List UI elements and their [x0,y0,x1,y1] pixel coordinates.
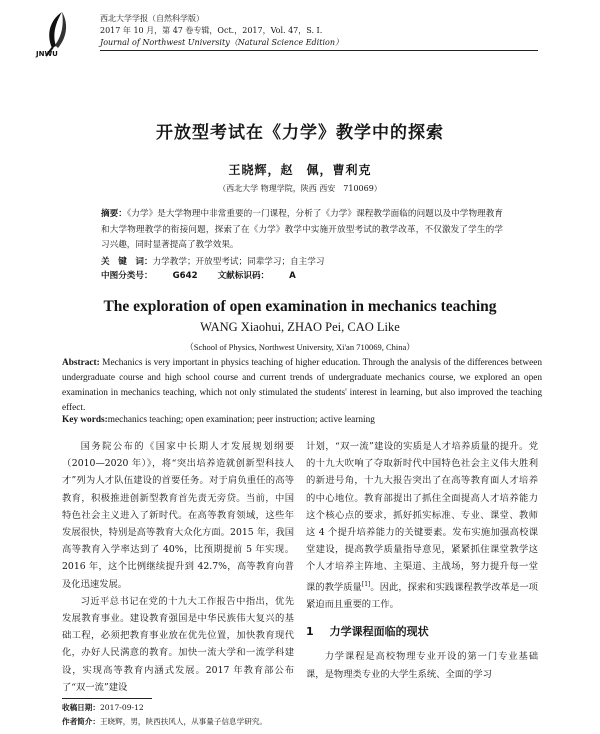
abstract-en [62,356,542,416]
journal-name-en: Journal of Northwest University（Natural Science Edition） [100,38,343,47]
citation-ref: [1] [361,580,371,588]
journal-logo [32,10,92,60]
body-text: 计划，“双一流”建设的实质是人才培养质量的提升。党的十九大吹响了夺取新时代中国特色社会主义伟大胜利的新进号角，十九大报告突出了在高等教育面人才培养的中心地位。教育部提出了抓住全面提高人才培养能力这个核心点的要求，抓好抓实标准、专业、课堂、教师这 4 个提升培养能力的关键要素。发布实施加强高校课堂建设，提高教学质量指导意见，紧紧抓住课堂教学这个人才培养主阵地、主渠道、主战场，努力提升每一堂课的教学质量 [306,441,538,593]
body-text: 。因此，探索和实践课程教学改革是一项紧迫而且重要的工作。 [306,581,538,610]
body-paragraph: 国务院公布的《国家中长期人才发展规划纲要（2010—2020 年）》，将“突出培养造就创新型科技人才”列为人才队伍建设的首要任务。对于肩负重任的高等教育，积极推进创新型教育首先责无旁贷。当前，中国特色社会主义进入了新时代。在高等教育领域，这些年发展很快，特别是高等教育大众化方面。2015 年，我国高等教育入学率达到了 40%，比预期提前 5 年实现。2016 年，这个比例继续提升到 42.7%，高等教育向普及化迅速发展。 [62,441,294,590]
footnote-rule [62,698,152,699]
keywords-en [62,413,542,427]
keywords-cn-label: 关 键 词： [101,257,153,267]
abstract-en-text: Mechanics is very important in physics teaching of higher education. Through the analysis of the differences between undergraduate course and high school course and current trends of undergraduate mechanics course, we explored an open examination in mechanics teaching, which not only stimulated the students' interest in learning, but also improved the teaching effect. [62,358,542,413]
body-column-left [62,438,294,696]
keywords-en-label: Key words: [62,415,108,425]
doc-code-field [218,271,296,281]
keywords-en-text: mechanics teaching; open examination; peer instruction; active learning [107,415,375,425]
doc-code-value: A [289,271,296,281]
classification-line [101,269,503,283]
affiliation-en: （School of Physics, Northwest University, Xi'an 710069, China） [185,342,415,352]
journal-name-cn: 西北大学学报（自然科学版） [100,14,204,23]
body-paragraph: 力学课程是高校物理专业开设的第一门专业基础课，是物理类专业的大学生系统、全面的学习 [306,651,538,680]
received-date: 2017-09-12 [99,703,144,712]
clc-field [101,271,198,281]
abstract-cn-text: 《力学》是大学物理中非常重要的一门课程，分析了《力学》课程教学面临的问题以及中学物理教育和大学物理教学的衔接问题，探索了在《力学》教学中实施开放型考试的教学改革，不仅激发了学生的学习兴趣，同时显著提高了教学效果。 [101,209,503,250]
body-column-right [306,438,538,683]
doc-code-label: 文献标识码： [217,271,270,281]
author-bio: 王晓辉，男，陕西扶风人，从事量子信息学研究。 [99,717,268,726]
authors-en: WANG Xiaohui, ZHAO Pei, CAO Like [200,320,400,334]
footnote-received [62,702,538,714]
issue-line: 2017 年 10 月，第 47 卷专辑，Oct.，2017，Vol. 47，S. I. [100,26,323,35]
received-label: 收稿日期： [62,703,100,712]
footnote-author [62,716,538,728]
header-rule [100,50,538,51]
clc-value: G642 [172,271,198,281]
affiliation-cn: （西北大学 物理学院，陕西 西安 710069） [218,184,382,193]
body-paragraph [306,438,538,613]
keywords-cn-text: 力学教学；开放型考试；同辈学习；自主学习 [152,257,325,267]
keywords-cn [101,255,503,269]
authors-cn: 王晓辉，赵 佩，曹利克 [228,163,372,177]
abstract-cn [101,207,503,254]
body-paragraph: 习近平总书记在党的十九大工作报告中指出，优先发展教育事业。建设教育强国是中华民族伟大复兴的基础工程，必须把教育事业放在优先位置，加快教育现代化，办好人民满意的教育。加快一流大学和一流学科建设，实现高等教育内涵式发展。2017 年教育部公布了“双一流”建设 [62,595,294,693]
section-number: 1 [306,625,314,639]
author-bio-label: 作者简介： [62,717,100,726]
paper-title-cn: 开放型考试在《力学》教学中的探索 [156,123,444,143]
section-title: 力学课程面临的现状 [329,625,429,639]
logo-text: JNWU [36,50,58,58]
section-heading [306,623,538,640]
paper-title-en: The exploration of open examination in mechanics teaching [103,298,497,315]
clc-label: 中图分类号： [101,271,153,281]
abstract-cn-label: 摘要： [101,209,127,219]
abstract-en-label: Abstract: [62,358,100,368]
